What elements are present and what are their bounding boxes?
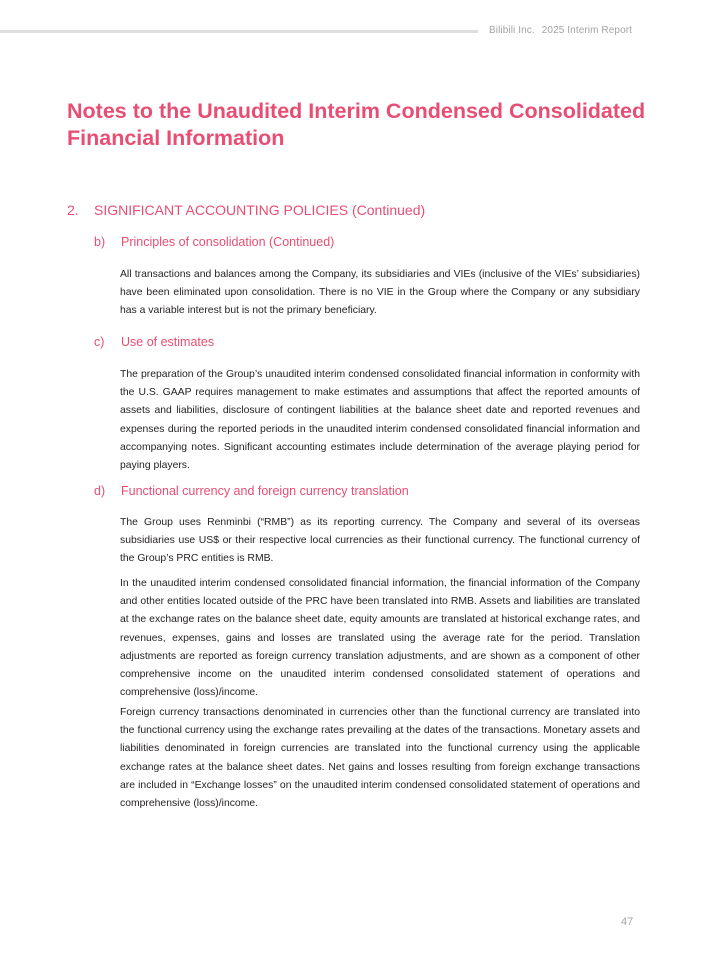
header-rule (0, 30, 478, 33)
header-company: Bilibili Inc. (489, 25, 535, 36)
subsection-title: Principles of consolidation (Continued) (121, 235, 335, 249)
subsection-heading-c (94, 335, 214, 349)
section-number: 2. (67, 202, 79, 218)
subsection-letter: d) (94, 484, 106, 498)
subsection-title: Use of estimates (121, 335, 215, 349)
subsection-letter: b) (94, 235, 106, 249)
paragraph-consolidation: All transactions and balances among the Company, its subsidiaries and VIEs (inclusive of the VIEs’ subsidiaries) have been eliminated upon consolidation. There is no VIE in the Group where the Company or any subsidiary has a variable interest but is not the primary beneficiary. (120, 269, 640, 317)
page-number: 47 (621, 916, 634, 928)
subsection-letter: c) (94, 335, 105, 349)
running-header (489, 25, 632, 36)
subsection-title: Functional currency and foreign currency translation (121, 484, 409, 498)
section-title: SIGNIFICANT ACCOUNTING POLICIES (Continued) (94, 202, 426, 218)
paragraph-estimates: The preparation of the Group’s unaudited interim condensed consolidated financial information in conformity with the U.S. GAAP requires management to make estimates and assumptions that affect the reported amounts of assets and liabilities, disclosure of contingent liabilities at the balance sheet date and reported revenues and expenses during the reported periods in the unaudited interim condensed consolidated financial information and accompanying notes. Significant accounting estimates include determination of the average playing period for paying players. (120, 369, 640, 472)
subsection-heading-b (94, 235, 334, 249)
subsection-heading-d (94, 484, 409, 498)
paragraph-reporting-currency: The Group uses Renminbi (“RMB”) as its reporting currency. The Company and several of its overseas subsidiaries use US$ or their respective local currencies as their functional currency. The functional currency of the Group’s PRC entities is RMB. (120, 517, 640, 565)
header-report: 2025 Interim Report (541, 25, 633, 36)
page-title: Notes to the Unaudited Interim Condensed Consolidated Financial Information (67, 99, 646, 150)
paragraph-foreign-transactions: Foreign currency transactions denominated in currencies other than the functional currency are translated into the functional currency using the exchange rates prevailing at the dates of the transactions. Monetary assets and liabilities denominated in foreign currencies are translated into the functional currency using the applicable exchange rates at the balance sheet dates. Net gains and losses resulting from foreign exchange transactions are included in “Exchange losses” on the unaudited interim condensed consolidated statement of operations and comprehensive (loss)/income. (120, 707, 640, 810)
section-heading (67, 202, 425, 218)
paragraph-translation: In the unaudited interim condensed consolidated financial information, the financial information of the Company and other entities located outside of the PRC have been translated into RMB. Assets and liabilities are translated at the exchange rates on the balance sheet date, equity amounts are translated at historical exchange rates, and revenues, expenses, gains and losses are translated using the average rate for the period. Translation adjustments are reported as foreign currency translation adjustments, and are shown as a component of other comprehensive income on the unaudited interim condensed consolidated statement of operations and comprehensive (loss)/income. (120, 578, 640, 699)
